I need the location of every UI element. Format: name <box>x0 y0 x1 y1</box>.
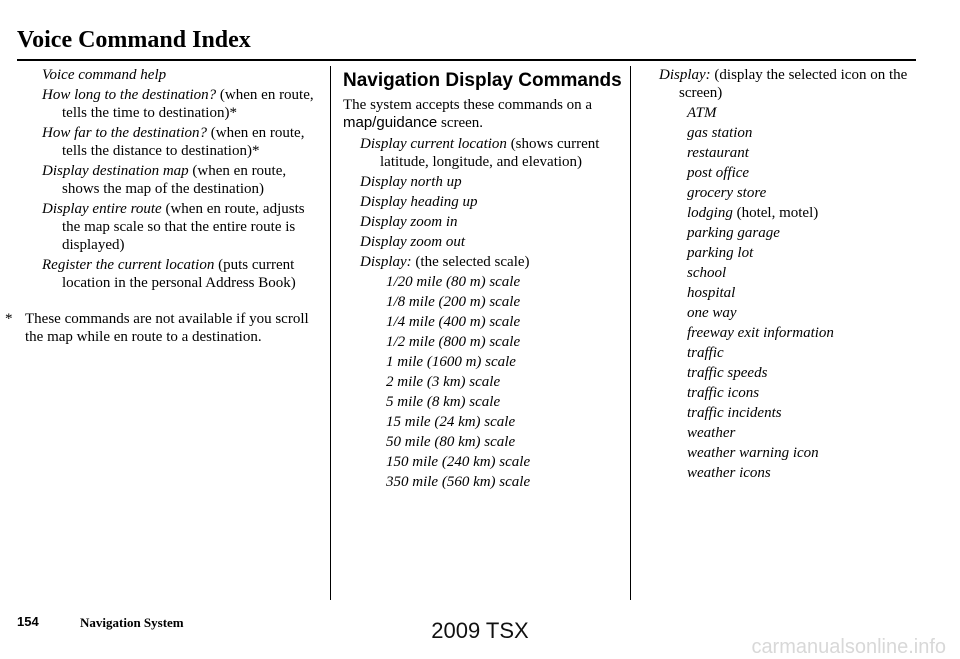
icon-option: parking garage <box>687 225 780 241</box>
page-number: 154 <box>17 614 39 629</box>
command-entry: How far to the destination? (when en route, tells the distance to destination)* <box>42 125 305 159</box>
icon-option: traffic speeds <box>687 365 768 381</box>
command-entry: Voice command help <box>42 67 167 83</box>
command-entry: Display: (display the selected icon on the screen) <box>659 67 908 101</box>
command-entry: Display: (the selected scale) <box>360 254 530 270</box>
icon-option: weather <box>687 425 736 441</box>
command-entry: How long to the destination? (when en route, tells the time to destination)* <box>42 87 314 121</box>
column-general-commands <box>5 66 320 346</box>
icon-option: school <box>687 265 727 281</box>
column-icon-commands <box>659 66 924 484</box>
scale-option: 15 mile (24 km) scale <box>386 414 516 430</box>
section-heading: Navigation Display Commands <box>343 70 622 91</box>
column-divider-right <box>630 66 631 600</box>
icon-option: traffic <box>687 345 724 361</box>
command-entry: Display zoom out <box>360 234 465 250</box>
scale-option: 50 mile (80 km) scale <box>386 434 516 450</box>
icon-option: post office <box>687 165 750 181</box>
icon-option: lodging (hotel, motel) <box>687 205 819 221</box>
command-entry: Display destination map (when en route, shows the map of the destination) <box>42 163 287 197</box>
scale-option: 150 mile (240 km) scale <box>386 454 531 470</box>
icon-option: gas station <box>687 125 753 141</box>
icon-option: traffic incidents <box>687 405 782 421</box>
model-label: 2009 TSX <box>431 618 529 643</box>
command-entry: Display current location (shows current latitude, longitude, and elevation) <box>360 136 600 170</box>
scale-option: 1/4 mile (400 m) scale <box>386 314 521 330</box>
icon-option: freeway exit information <box>687 325 834 341</box>
scale-option: 5 mile (8 km) scale <box>386 394 501 410</box>
command-entry: Display entire route (when en route, adjusts the map scale so that the entire route is displayed) <box>42 201 305 253</box>
scale-option: 2 mile (3 km) scale <box>386 374 501 390</box>
icon-option: one way <box>687 305 737 321</box>
scale-option: 1/8 mile (200 m) scale <box>386 294 521 310</box>
command-entry: Register the current location (puts current location in the personal Address Book) <box>42 257 296 291</box>
footer-label: Navigation System <box>80 615 184 630</box>
icon-option: parking lot <box>687 245 754 261</box>
command-entry: Display north up <box>360 174 462 190</box>
icon-option: weather warning icon <box>687 445 819 461</box>
command-entry: Display zoom in <box>360 214 458 230</box>
scale-option: 350 mile (560 km) scale <box>386 474 531 490</box>
scale-option: 1/2 mile (800 m) scale <box>386 334 521 350</box>
section-intro: The system accepts these commands on a map/guidance screen. <box>343 97 593 131</box>
column-divider-left <box>330 66 331 600</box>
icon-option: hospital <box>687 285 736 301</box>
icon-option: traffic icons <box>687 385 760 401</box>
footnote: * These commands are not available if you scroll the map while en route to a destination. <box>5 311 309 345</box>
scale-option: 1 mile (1600 m) scale <box>386 354 516 370</box>
title-rule <box>17 59 916 61</box>
icon-option: grocery store <box>687 185 767 201</box>
page-title: Voice Command Index <box>17 27 251 53</box>
command-entry: Display heading up <box>360 194 478 210</box>
scale-option: 1/20 mile (80 m) scale <box>386 274 521 290</box>
icon-option: ATM <box>687 105 717 121</box>
watermark: carmanualsonline.info <box>751 636 946 658</box>
icon-option: restaurant <box>687 145 749 161</box>
icon-option: weather icons <box>687 465 771 481</box>
column-display-commands <box>343 66 623 493</box>
